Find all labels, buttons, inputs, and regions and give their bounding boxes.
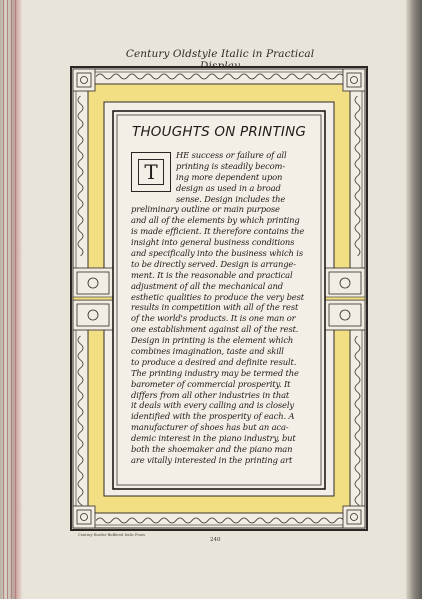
page-number: 240 (210, 537, 221, 543)
body-line: ment. It is the reasonable and practical (131, 269, 293, 280)
body-line: results in competition with all of the rest (131, 302, 299, 313)
body-line: Design in printing is the element which (131, 335, 294, 346)
body-line: printing is steadily becom- (176, 160, 286, 171)
footer-credit: Century Border Buffered Italic Fonts (78, 533, 146, 537)
body-line: demic interest in the piano industry, but (131, 433, 296, 444)
body-line: to produce a desired and definite result. (131, 356, 297, 367)
body-line: it deals with every calling and is closely (131, 400, 294, 411)
body-line: insight into general business conditions (131, 237, 295, 248)
article-title: THOUGHTS ON PRINTING (132, 124, 307, 140)
body-line: barometer of commercial prosperity. It (131, 378, 291, 389)
body-line: esthetic qualities to produce the very best (131, 291, 304, 302)
body-line: design as used in a broad (176, 182, 281, 193)
body-line: of the world's products. It is one man or (131, 313, 296, 324)
running-head: Century Oldstyle Italic in Practical (125, 48, 315, 60)
body-line: one establishment against all of the rest. (131, 324, 299, 335)
body-line: to be directly served. Design is arrange- (131, 258, 296, 269)
body-line: both the shoemaker and the piano man (131, 444, 293, 455)
body-line: adjustment of all the mechanical and (131, 280, 283, 291)
body-line: ing more dependent upon (176, 171, 283, 182)
body-line: and specifically into the business which is (131, 248, 303, 259)
body-line: preliminary outline or main purpose (131, 204, 280, 215)
body-line: manufacturer of shoes has but an aca- (131, 422, 289, 433)
body-line: combines imagination, taste and skill (131, 346, 284, 357)
body-line: are vitally interested in the printing art (131, 454, 293, 465)
body-line: identified with the prosperity of each. A (131, 411, 295, 422)
body-line: The printing industry may be termed the (131, 367, 299, 378)
drop-cap: T (138, 159, 164, 185)
body-line: sense. Design includes the (176, 193, 286, 204)
body-line: is made efficient. It therefore contains the (131, 226, 305, 237)
article-body (131, 150, 316, 466)
body-line: differs from all other industries in that (131, 389, 290, 400)
body-line: and all of the elements by which printing (131, 215, 300, 226)
body-line: HE success or failure of all (176, 150, 287, 160)
